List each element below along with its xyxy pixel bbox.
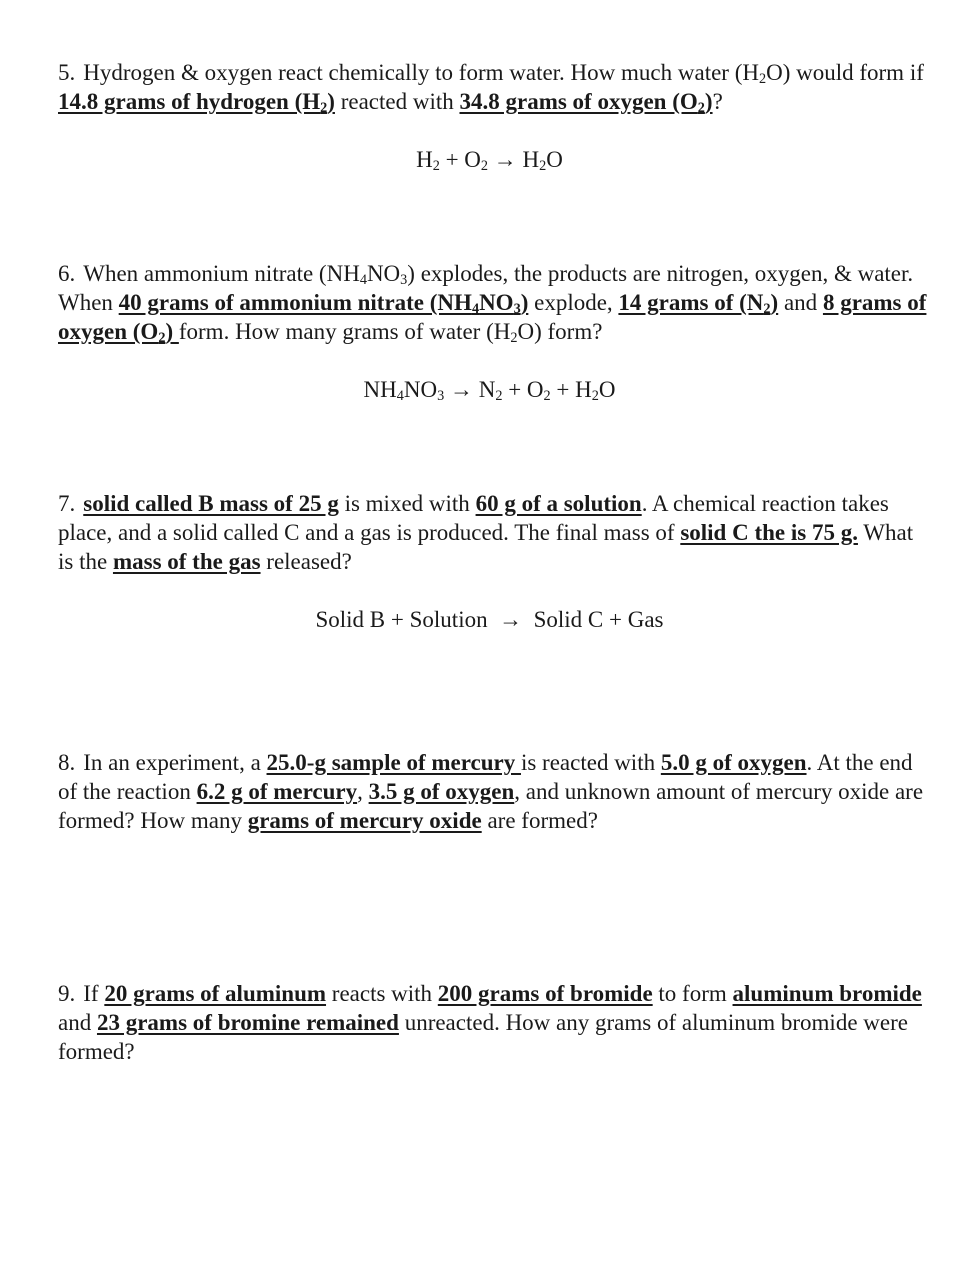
given-solution-mass: 60 g of a solution [475, 491, 642, 516]
equation-5: $H_2 + O_2 \to H_2O$ [416, 147, 563, 174]
unknown-gas-mass: mass of the gas [112, 549, 261, 574]
given-mercury-sample: 25.0-g sample of mercury [266, 750, 521, 775]
question-8: 8. In an experiment, a 25.0-g sample of mercury is reacted with 5.0 g of oxygen. At the end of the reaction 6.2 g of mercury, 3.5 g of oxygen, and unknown amount of mercury oxide are formed? How many grams of mercury oxide are formed? [58, 750, 924, 833]
question-number: 5. [58, 60, 76, 85]
question-number: 7. [58, 491, 76, 516]
unknown-mercury-oxide-mass: grams of mercury oxide [247, 808, 482, 833]
remaining-bromine-mass: 23 grams of bromine remained [96, 1010, 399, 1035]
given-oxygen-mass: 8 grams of oxygen $(O_2)$ [58, 290, 927, 346]
question-7: 7. solid called B mass of 25 g is mixed with 60 g of a solution. A chemical reaction takes place, and a solid called C and a gas is produced. The final mass of solid C the is 75 g. What is the mass of the gas released? [58, 491, 914, 574]
given-aluminum-mass: 20 grams of aluminum [104, 981, 327, 1006]
given-solid-c-mass: solid C the is 75 g. [680, 520, 858, 545]
question-5: 5. Hydrogen & oxygen react chemically to form water. How much water $(H_2O)$ would form if 14.8 grams of hydrogen $(H_2)$ reacted with 34.8 grams of oxygen $(O_2)$? [58, 60, 924, 116]
given-hydrogen-mass: 14.8 grams of hydrogen $(H_2)$ [58, 89, 335, 116]
question-number: 9. [58, 981, 76, 1006]
given-ammonium-nitrate-mass: 40 grams of ammonium nitrate $(NH_4NO_3)$ [118, 290, 529, 317]
product-aluminum-bromide: aluminum bromide [732, 981, 922, 1006]
given-solid-b-mass: solid called B mass of 25 g [83, 491, 339, 516]
remaining-mercury-mass: 6.2 g of mercury [196, 779, 358, 804]
equation-7: Solid B + Solution → Solid C + Gas [315, 607, 664, 632]
given-oxygen-mass: 5.0 g of oxygen [660, 750, 807, 775]
question-9: 9. If 20 grams of aluminum reacts with 200 grams of bromide to form aluminum bromide and 23 grams of bromine remained unreacted. How any grams of aluminum bromide were formed? [58, 981, 922, 1064]
given-oxygen-mass: 34.8 grams of oxygen $(O_2)$ [459, 89, 713, 116]
remaining-oxygen-mass: 3.5 g of oxygen [368, 779, 515, 804]
question-number: 8. [58, 750, 76, 775]
question-number: 6. [58, 261, 76, 286]
given-bromide-mass: 200 grams of bromide [437, 981, 653, 1006]
question-6: 6. When ammonium nitrate $(NH_4NO_3)$ explodes, the products are nitrogen, oxygen, & water. When 40 grams of ammonium nitrate $(NH_4NO_3)$ explode, 14 grams of $(N_2)$ and 8 grams of oxygen $(O_2)$ form. How many grams of water $(H_2O)$ form? [58, 261, 927, 346]
given-nitrogen-mass: 14 grams of $(N_2)$ [618, 290, 779, 317]
equation-6: $NH_4NO_3 \to N_2 + O_2 + H_2O$ [363, 377, 616, 404]
